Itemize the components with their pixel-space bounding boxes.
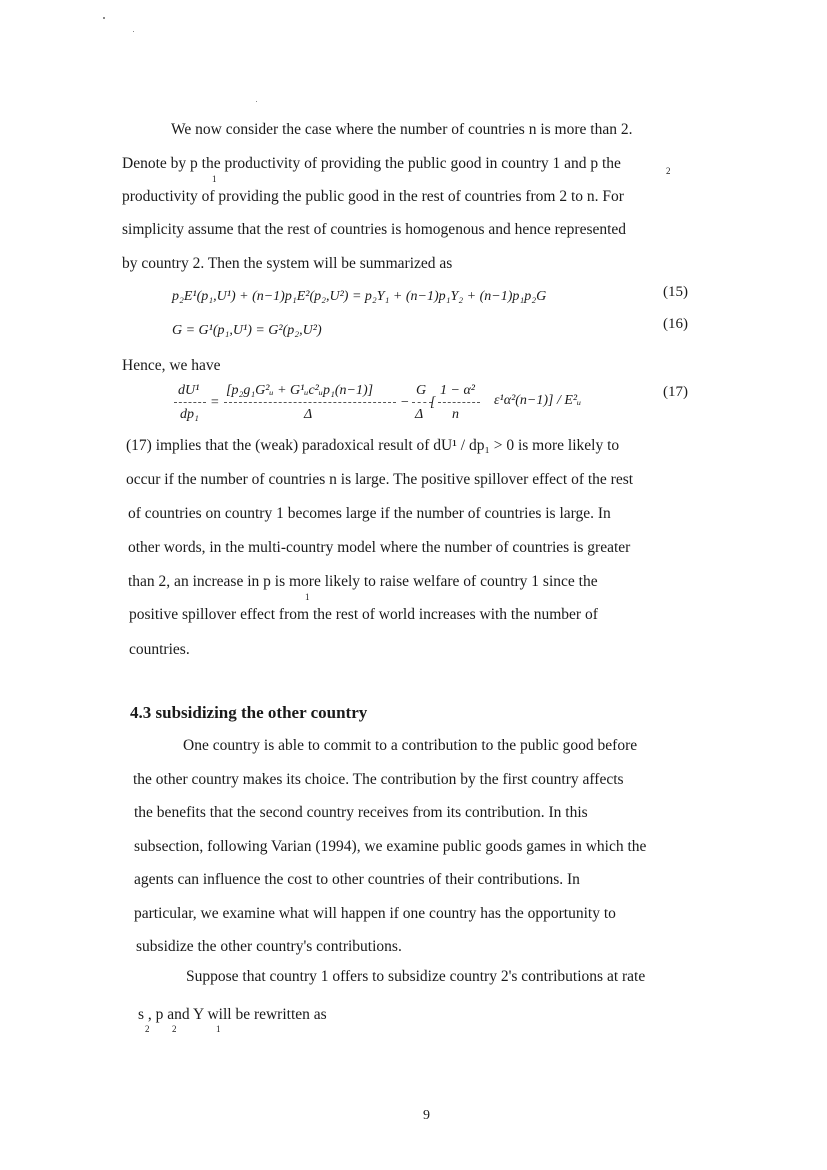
equation-16-label: (16) (663, 316, 688, 332)
page-number: 9 (423, 1108, 430, 1123)
eq17-lhs-fraction-bar (174, 402, 206, 403)
eq17-lhs-denominator: dp₁ (180, 407, 199, 422)
para4-subscript-p2: 2 (172, 1024, 177, 1034)
para3-line-1: One country is able to commit to a contribution to the public good before (183, 737, 638, 754)
para4-subscript-s2: 2 (145, 1024, 150, 1034)
para2-line-1: (17) implies that the (weak) paradoxical result of dU¹ / dp₁ > 0 is more likely to (126, 437, 620, 454)
eq17-bracket-numerator: 1 − α² (440, 383, 475, 398)
para4-subscript-y1: 1 (216, 1024, 221, 1034)
eq17-mid-numerator: [p₂g₁G²ᵤ + G¹ᵤc²ᵤp₁(n−1)] (226, 383, 374, 398)
equation-16: G = G¹(p₁,U¹) = G²(p₂,U²) (172, 323, 322, 338)
para3-line-4: subsection, following Varian (1994), we examine public goods games in which the (134, 838, 647, 855)
eq17-bracket-fraction-bar (438, 402, 480, 403)
para2-line-4: other words, in the multi-country model where the number of countries is greater (128, 539, 631, 556)
section-heading: 4.3 subsidizing the other country (130, 703, 368, 722)
para2-subscript-p1: 1 (305, 592, 310, 602)
para3-line-3: the benefits that the second country receives from its contribution. In this (134, 804, 588, 821)
para2-line-5: than 2, an increase in p is more likely to raise welfare of country 1 since the (128, 573, 598, 590)
eq17-right-fraction-bar (412, 402, 432, 403)
eq17-mid-fraction-bar (224, 402, 396, 403)
equation-15: p₂E¹(p₁,U¹) + (n−1)p₁E²(p₂,U²) = p₂Y₁ + (n−1)p₁Y₂ + (n−1)p₁p₂G (172, 289, 547, 304)
equation-17-label: (17) (663, 384, 688, 400)
eq17-equals: = (210, 395, 220, 410)
para1-line-1: We now consider the case where the number of countries n is more than 2. (171, 121, 633, 138)
para1-line-4: simplicity assume that the rest of countries is homogenous and hence represented (122, 221, 627, 238)
para3-line-5: agents can influence the cost to other countries of their contributions. In (134, 871, 580, 888)
scan-speck (103, 17, 105, 19)
eq17-right-denominator: Δ (415, 407, 424, 422)
hence-text: Hence, we have (122, 357, 221, 374)
para4-line-1: Suppose that country 1 offers to subsidize country 2's contributions at rate (186, 968, 646, 985)
eq17-right-numerator: G (416, 383, 427, 398)
scan-speck (256, 101, 257, 102)
eq17-tail: ε¹α²(n−1)] / E²ᵤ (494, 393, 582, 408)
para1-line-2: Denote by p the productivity of providing the public good in country 1 and p the (122, 155, 621, 172)
para2-line-2: occur if the number of countries n is large. The positive spillover effect of the rest (126, 471, 634, 488)
para4-line-2: s , p and Y will be rewritten as (138, 1006, 327, 1023)
eq17-open-bracket: [ (430, 395, 436, 410)
para2-line-3: of countries on country 1 becomes large if the number of countries is large. In (128, 505, 611, 522)
para1-line-3: productivity of providing the public good in the rest of countries from 2 to n. For (122, 188, 624, 205)
eq17-mid-denominator: Δ (304, 407, 313, 422)
para1-line-5: by country 2. Then the system will be summarized as (122, 255, 453, 272)
equation-15-label: (15) (663, 284, 688, 300)
para2-line-7: countries. (129, 641, 190, 658)
para1-subscript-p1: 1 (212, 174, 217, 184)
para1-subscript-p2: 2 (666, 166, 671, 176)
eq17-lhs-numerator: dU¹ (178, 383, 200, 398)
para3-line-7: subsidize the other country's contributions. (136, 938, 402, 955)
scan-speck (133, 31, 134, 32)
para3-line-2: the other country makes its choice. The contribution by the first country affects (133, 771, 624, 788)
para3-line-6: particular, we examine what will happen if one country has the opportunity to (134, 905, 616, 922)
eq17-bracket-denominator: n (452, 407, 459, 422)
para2-line-6: positive spillover effect from the rest of world increases with the number of (129, 606, 598, 623)
eq17-minus: − (400, 395, 410, 410)
